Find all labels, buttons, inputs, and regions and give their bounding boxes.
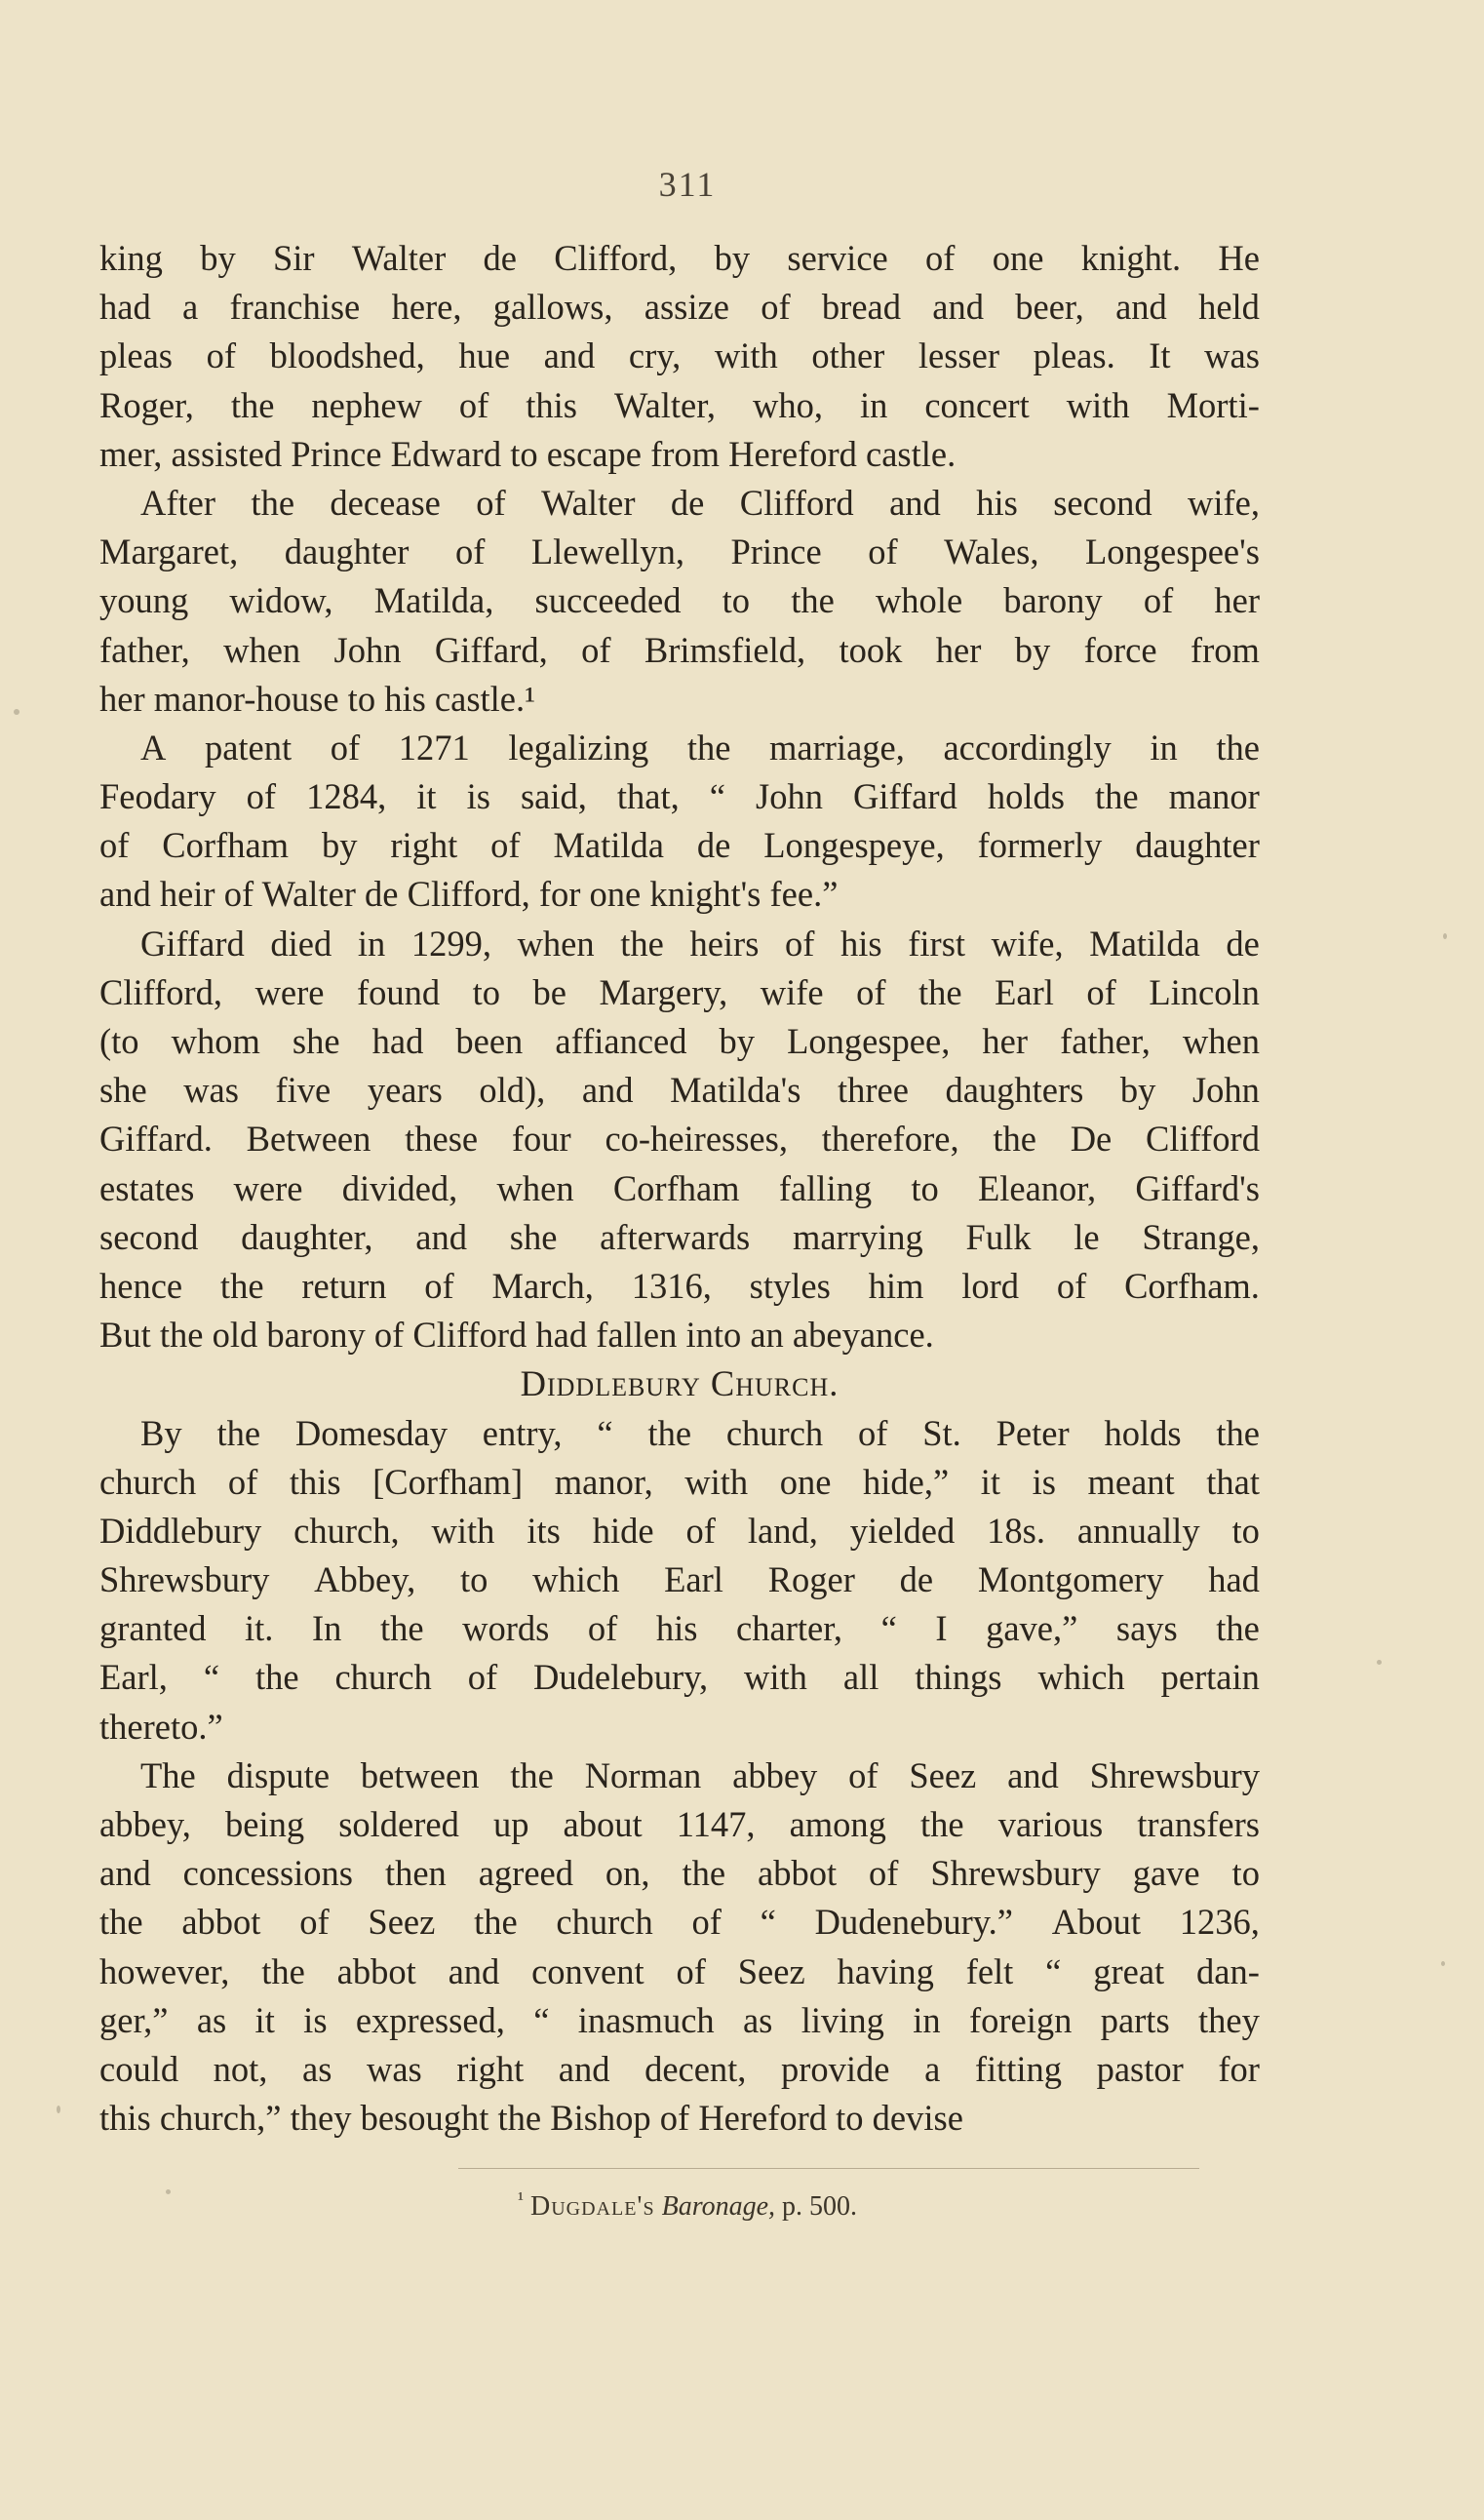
text-line-content: Diddlebury church, with its hide of land, yielded 18s. annually to (99, 1510, 1260, 1551)
footnote-title: Baronage, (661, 2191, 775, 2222)
text-line (99, 1066, 1260, 1115)
footnote-author: Dugdale's (530, 2191, 655, 2222)
text-line-content: however, the abbot and convent of Seez having felt “ great dan- (99, 1950, 1260, 1991)
text-line (99, 576, 1260, 625)
page-number: 311 (658, 165, 717, 204)
text-line (99, 528, 1260, 576)
text-line (99, 479, 1260, 528)
paper-speck (166, 2189, 171, 2194)
text-line: mer, assisted Prince Edward to escape from Hereford castle. (99, 433, 957, 474)
text-line (99, 821, 1260, 870)
paper-speck (14, 709, 20, 715)
text-line-content: and concessions then agreed on, the abbot of Shrewsbury gave to (99, 1853, 1260, 1894)
text-line: her manor-house to his castle.¹ (99, 678, 536, 719)
paper-speck (1441, 1961, 1445, 1966)
text-line-content: Giffard died in 1299, when the heirs of his first wife, Matilda de (140, 923, 1260, 964)
text-line-content: king by Sir Walter de Clifford, by service of one knight. He (99, 238, 1260, 278)
text-line (99, 1898, 1260, 1947)
text-line-content: the abbot of Seez the church of “ Dudenebury.” About 1236, (99, 1902, 1260, 1943)
text-line (99, 1017, 1260, 1066)
text-line (99, 1507, 1260, 1555)
text-line (99, 1115, 1260, 1163)
paper-speck (57, 2106, 60, 2113)
text-line (99, 920, 1260, 968)
text-line (99, 1752, 1260, 1800)
text-line (99, 1458, 1260, 1507)
text-line-content: estates were divided, when Corfham falling to Eleanor, Giffard's (99, 1167, 1260, 1208)
paper-speck (1443, 933, 1447, 939)
text-line-content: hence the return of March, 1316, styles him lord of Corfham. (99, 1265, 1260, 1306)
text-line-content: of Corfham by right of Matilda de Longespeye, formerly daughter (99, 825, 1260, 866)
text-line (99, 1164, 1260, 1213)
text-line-content: Feodary of 1284, it is said, that, “ John Giffard holds the manor (99, 776, 1260, 817)
text-line (99, 626, 1260, 675)
text-line (99, 1948, 1260, 1996)
text-line (99, 1555, 1260, 1604)
section-heading: Diddlebury Church. (520, 1363, 840, 1404)
text-line-content: Margaret, daughter of Llewellyn, Prince of Wales, Longespee's (99, 532, 1260, 572)
text-line-content: A patent of 1271 legalizing the marriage, accordingly in the (140, 727, 1260, 768)
text-line-content: ger,” as it is expressed, “ inasmuch as living in foreign parts they (99, 1999, 1260, 2040)
text-line-content: Shrewsbury Abbey, to which Earl Roger de Montgomery had (99, 1559, 1260, 1600)
body-text (99, 234, 1260, 2143)
text-line-content: pleas of bloodshed, hue and cry, with other lesser pleas. It was (99, 335, 1260, 376)
footnote-page: p. 500. (782, 2191, 857, 2222)
text-line (99, 968, 1260, 1017)
text-line-content: Giffard. Between these four co-heiresses, therefore, the De Clifford (99, 1119, 1260, 1160)
footnote-marker: ¹ (518, 2188, 524, 2210)
text-line-content: second daughter, and she afterwards marrying Fulk le Strange, (99, 1216, 1260, 1257)
text-line-content: Roger, the nephew of this Walter, who, in concert with Morti- (99, 384, 1260, 425)
footnote-rule (458, 2168, 1199, 2169)
text-line (99, 1409, 1260, 1458)
text-line (99, 1604, 1260, 1653)
text-line (99, 234, 1260, 283)
text-line-content: granted it. In the words of his charter, “ I gave,” says the (99, 1608, 1260, 1649)
text-line (99, 1996, 1260, 2045)
text-line (99, 724, 1260, 772)
text-line (99, 1213, 1260, 1262)
text-line-content: The dispute between the Norman abbey of Seez and Shrewsbury (140, 1754, 1260, 1795)
text-line (99, 332, 1260, 380)
text-line-content: (to whom she had been affianced by Longespee, her father, when (99, 1021, 1260, 1061)
text-line: and heir of Walter de Clifford, for one knight's fee.” (99, 874, 839, 915)
text-line-content: could not, as was right and decent, provide a fitting pastor for (99, 2048, 1260, 2089)
text-line (99, 1849, 1260, 1898)
text-line (99, 1262, 1260, 1311)
text-line (99, 1800, 1260, 1849)
text-line-content: By the Domesday entry, “ the church of St. Peter holds the (140, 1412, 1260, 1453)
text-line-content: After the decease of Walter de Clifford and his second wife, (140, 482, 1260, 523)
text-line-content: Earl, “ the church of Dudelebury, with all things which pertain (99, 1657, 1260, 1698)
footnote (0, 2188, 1375, 2223)
text-line-content: she was five years old), and Matilda's three daughters by John (99, 1070, 1260, 1111)
text-line (99, 381, 1260, 430)
text-line: But the old barony of Clifford had fallen into an abeyance. (99, 1315, 934, 1356)
paper-speck (1377, 1660, 1382, 1665)
text-line: this church,” they besought the Bishop of Hereford to devise (99, 2098, 963, 2139)
text-line-content: young widow, Matilda, succeeded to the whole barony of her (99, 580, 1260, 621)
text-line (99, 772, 1260, 821)
text-line-content: abbey, being soldered up about 1147, among the various transfers (99, 1804, 1260, 1844)
text-line (99, 1653, 1260, 1702)
text-line-content: father, when John Giffard, of Brimsfield, took her by force from (99, 629, 1260, 670)
text-line (99, 2045, 1260, 2094)
text-line-content: Clifford, were found to be Margery, wife of the Earl of Lincoln (99, 971, 1260, 1012)
text-line: thereto.” (99, 1706, 223, 1747)
text-line-content: had a franchise here, gallows, assize of bread and beer, and held (99, 287, 1260, 328)
text-line (99, 283, 1260, 332)
text-line-content: church of this [Corfham] manor, with one hide,” it is meant that (99, 1461, 1260, 1502)
